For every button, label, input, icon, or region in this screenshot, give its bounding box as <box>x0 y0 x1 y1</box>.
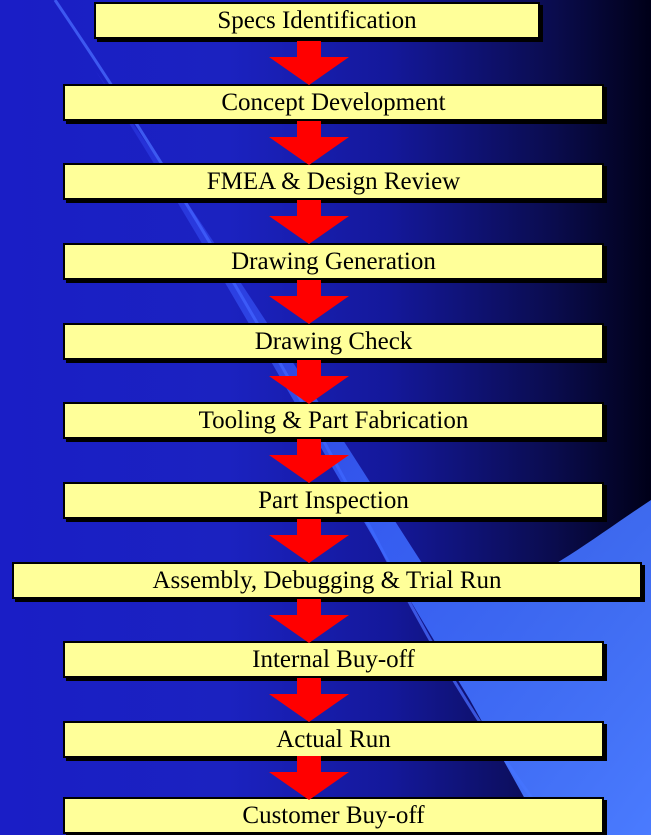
arrow-down-icon <box>269 756 349 800</box>
step-box: Concept Development <box>63 84 604 121</box>
step-box: Drawing Check <box>63 323 604 360</box>
arrow-down-icon <box>269 439 349 483</box>
step-box: Customer Buy-off <box>63 797 604 834</box>
step-box: Part Inspection <box>63 482 604 519</box>
arrow-down-icon <box>269 200 349 244</box>
step-box: Tooling & Part Fabrication <box>63 402 604 439</box>
step-box: Internal Buy-off <box>63 641 604 678</box>
arrow-down-icon <box>269 599 349 643</box>
step-box: Specs Identification <box>94 2 540 39</box>
arrow-down-icon <box>269 519 349 563</box>
arrow-down-icon <box>269 41 349 85</box>
step-box: Drawing Generation <box>63 243 604 280</box>
arrow-down-icon <box>269 121 349 165</box>
step-box: Actual Run <box>63 721 604 758</box>
step-box: Assembly, Debugging & Trial Run <box>12 562 642 599</box>
arrow-down-icon <box>269 280 349 324</box>
arrow-down-icon <box>269 678 349 722</box>
arrow-down-icon <box>269 360 349 404</box>
step-box: FMEA & Design Review <box>63 163 604 200</box>
